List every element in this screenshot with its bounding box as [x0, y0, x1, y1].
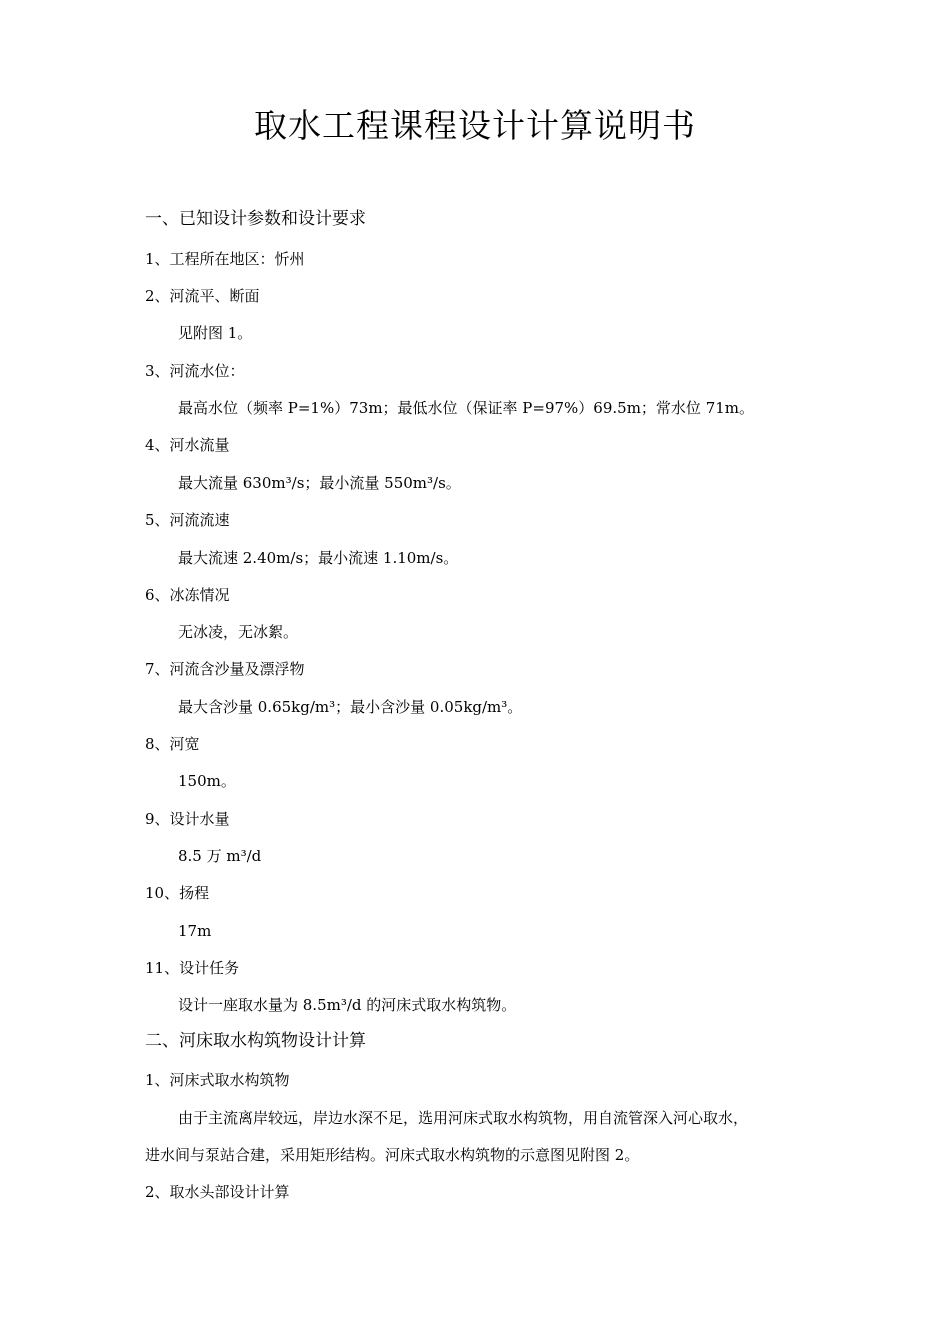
- list-item-label: 1、工程所在地区：忻州: [145, 250, 305, 268]
- list-item-detail: 最高水位（频率 P=1%）73m；最低水位（保证率 P=97%）69.5m；常水位 71m。: [178, 399, 755, 417]
- list-item-label: 8、河宽: [145, 735, 200, 753]
- list-item-detail: 设计一座取水量为 8.5m³/d 的河床式取水构筑物。: [178, 996, 517, 1014]
- subsection-label: 1、河床式取水构筑物: [145, 1071, 290, 1089]
- list-item-detail: 最大流速 2.40m/s；最小流速 1.10m/s。: [178, 549, 459, 567]
- list-item-label: 6、冰冻情况: [145, 586, 230, 604]
- list-item-detail: 最大含沙量 0.65kg/m³；最小含沙量 0.05kg/m³。: [178, 698, 523, 716]
- list-item-label: 3、河流水位：: [145, 362, 245, 380]
- list-item-label: 10、扬程: [145, 884, 210, 902]
- paragraph-line: 由于主流离岸较远，岸边水深不足，选用河床式取水构筑物，用自流管深入河心取水，: [178, 1109, 749, 1127]
- list-item-label: 7、河流含沙量及漂浮物: [145, 660, 305, 678]
- list-item-label: 5、河流流速: [145, 511, 230, 529]
- paragraph-line: 进水间与泵站合建，采用矩形结构。河床式取水构筑物的示意图见附图 2。: [145, 1146, 640, 1164]
- section-heading-riverbed-intake: 二、河床取水构筑物设计计算: [145, 1031, 366, 1051]
- section-heading-known-parameters: 一、已知设计参数和设计要求: [145, 209, 366, 229]
- list-item-label: 11、设计任务: [145, 959, 240, 977]
- list-item-detail: 17m: [178, 922, 212, 940]
- subsection-label: 2、取水头部设计计算: [145, 1183, 290, 1201]
- list-item-detail: 8.5 万 m³/d: [178, 847, 262, 865]
- list-item-label: 4、河水流量: [145, 436, 230, 454]
- list-item-label: 2、河流平、断面: [145, 287, 260, 305]
- document-title: 取水工程课程设计计算说明书: [254, 106, 696, 145]
- list-item-label: 9、设计水量: [145, 810, 230, 828]
- list-item-detail: 见附图 1。: [178, 324, 253, 342]
- list-item-detail: 无冰凌，无冰絮。: [178, 623, 299, 641]
- list-item-detail: 150m。: [178, 772, 236, 790]
- list-item-detail: 最大流量 630m³/s；最小流量 550m³/s。: [178, 474, 461, 492]
